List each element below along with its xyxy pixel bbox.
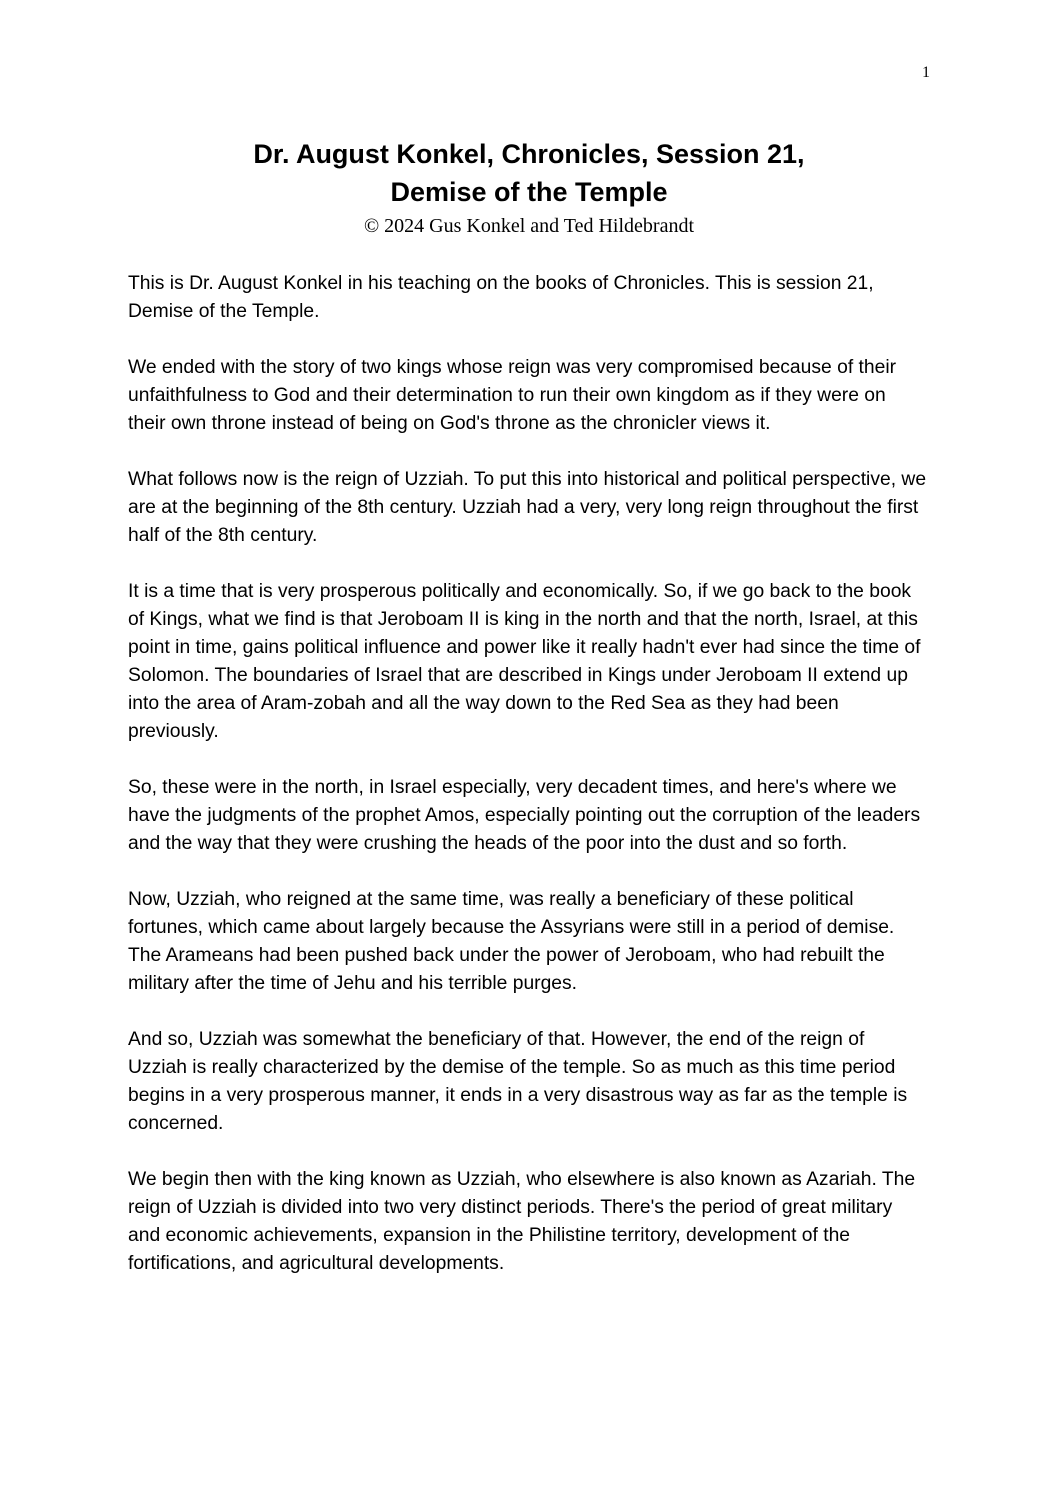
document-body	[128, 270, 928, 1306]
paragraph: And so, Uzziah was somewhat the beneficiary of that. However, the end of the reign of Uzziah is really characterized by the demise of the temple. So as much as this time period begins in a very prosperous manner, it ends in a very disastrous way as far as the temple is concerned.	[128, 1029, 908, 1134]
document-title	[0, 135, 1058, 211]
paragraph: We ended with the story of two kings whose reign was very compromised because of their unfaithfulness to God and their determination to run their own kingdom as if they were on their own throne instead of being on God's throne as the chronicler views it.	[128, 357, 897, 434]
paragraph: We begin then with the king known as Uzziah, who elsewhere is also known as Azariah. The reign of Uzziah is divided into two very distinct periods. There's the period of great military and economic achievements, expansion in the Philistine territory, development of the fortifications, and agricultural developments.	[128, 1169, 916, 1274]
paragraph: It is a time that is very prosperous politically and economically. So, if we go back to the book of Kings, what we find is that Jeroboam II is king in the north and that the north, Israel, at this point in time, gains political influence and power like it really hadn't ever had since the time of Solomon. The boundaries of Israel that are described in Kings under Jeroboam II extend up into the area of Aram-zobah and all the way down to the Red Sea as they had been previously.	[128, 581, 921, 742]
page-number: 1	[922, 64, 930, 81]
paragraph: Now, Uzziah, who reigned at the same time, was really a beneficiary of these political fortunes, which came about largely because the Assyrians were still in a period of demise. The Arameans had been pushed back under the power of Jeroboam, who had rebuilt the military after the time of Jehu and his terrible purges.	[128, 889, 895, 994]
paragraph: What follows now is the reign of Uzziah. To put this into historical and political perspective, we are at the beginning of the 8th century. Uzziah had a very, very long reign throughout the first half of the 8th century.	[128, 469, 927, 546]
copyright-line: © 2024 Gus Konkel and Ted Hildebrandt	[363, 215, 695, 237]
title-line-2: Demise of the Temple	[390, 177, 668, 207]
paragraph: This is Dr. August Konkel in his teaching on the books of Chronicles. This is session 21, Demise of the Temple.	[128, 273, 874, 322]
paragraph: So, these were in the north, in Israel especially, very decadent times, and here's where we have the judgments of the prophet Amos, especially pointing out the corruption of the leaders and the way that they were crushing the heads of the poor into the dust and so forth.	[128, 777, 921, 854]
title-line-1: Dr. August Konkel, Chronicles, Session 21,	[253, 139, 805, 169]
